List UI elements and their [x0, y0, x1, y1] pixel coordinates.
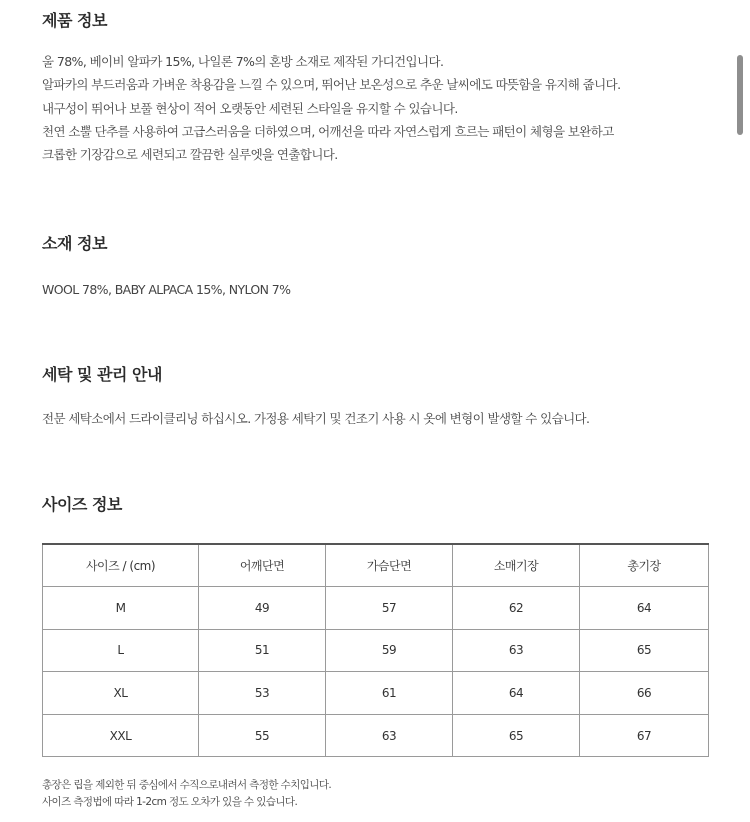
cell-sleeve: 62 — [453, 587, 580, 630]
material-info-text: WOOL 78%, BABY ALPACA 15%, NYLON 7% — [42, 282, 291, 297]
cell-chest: 57 — [326, 587, 453, 630]
cell-shoulder: 51 — [199, 629, 326, 672]
cell-chest: 63 — [326, 714, 453, 757]
table-row — [43, 587, 709, 630]
product-info-line: 내구성이 뛰어나 보풀 현상이 적어 오랫동안 세련된 스타일을 유지할 수 있습니다. — [42, 100, 458, 116]
cell-shoulder: 55 — [199, 714, 326, 757]
header-sleeve: 소매기장 — [453, 544, 580, 587]
header-total-length: 총기장 — [580, 544, 709, 587]
product-info-line: 울 78%, 베이비 알파카 15%, 나일론 7%의 혼방 소재로 제작된 가디건입니다. — [42, 54, 444, 69]
table-row — [43, 672, 709, 715]
header-shoulder: 어깨단면 — [199, 544, 326, 587]
cell-sleeve: 64 — [453, 672, 580, 715]
size-info-heading: 사이즈 정보 — [42, 495, 122, 514]
header-size: 사이즈 / (cm) — [43, 544, 199, 587]
cell-shoulder: 53 — [199, 672, 326, 715]
care-info-heading: 세탁 및 관리 안내 — [42, 365, 162, 384]
cell-sleeve: 63 — [453, 629, 580, 672]
cell-total-length: 64 — [580, 587, 709, 630]
cell-total-length: 66 — [580, 672, 709, 715]
cell-size: XXL — [43, 714, 199, 757]
cell-chest: 61 — [326, 672, 453, 715]
product-info-line: 크롭한 기장감으로 세련되고 깔끔한 실루엣을 연출합니다. — [42, 147, 338, 163]
size-note: 총장은 립을 제외한 뒤 중심에서 수직으로내려서 측정한 수치입니다. — [42, 779, 332, 791]
cell-total-length: 65 — [580, 629, 709, 672]
product-info-line: 알파카의 부드러움과 가벼운 착용감을 느낄 수 있으며, 뛰어난 보온성으로 추운 날씨에도 따뜻함을 유지해 줍니다. — [42, 77, 621, 93]
material-info-heading: 소재 정보 — [42, 234, 107, 253]
product-info-description — [42, 50, 620, 166]
cell-size: L — [43, 629, 199, 672]
product-info-heading: 제품 정보 — [42, 11, 107, 30]
cell-size: M — [43, 587, 199, 630]
care-info-text: 전문 세탁소에서 드라이클리닝 하십시오. 가정용 세탁기 및 건조기 사용 시 옷에 변형이 발생할 수 있습니다. — [42, 411, 590, 426]
cell-sleeve: 65 — [453, 714, 580, 757]
scrollbar-thumb[interactable] — [737, 55, 743, 135]
cell-total-length: 67 — [580, 714, 709, 757]
cell-shoulder: 49 — [199, 587, 326, 630]
product-info-line: 천연 소뿔 단추를 사용하여 고급스러움을 더하였으며, 어깨선을 따라 자연스럽게 흐르는 패턴이 체형을 보완하고 — [42, 123, 614, 139]
cell-size: XL — [43, 672, 199, 715]
cell-chest: 59 — [326, 629, 453, 672]
table-row — [43, 629, 709, 672]
size-table-header-row — [43, 544, 709, 587]
size-note: 사이즈 측정법에 따라 1-2cm 정도 오차가 있을 수 있습니다. — [42, 796, 298, 808]
header-chest: 가슴단면 — [326, 544, 453, 587]
size-notes — [42, 777, 331, 811]
table-row — [43, 714, 709, 757]
size-table — [42, 543, 709, 757]
